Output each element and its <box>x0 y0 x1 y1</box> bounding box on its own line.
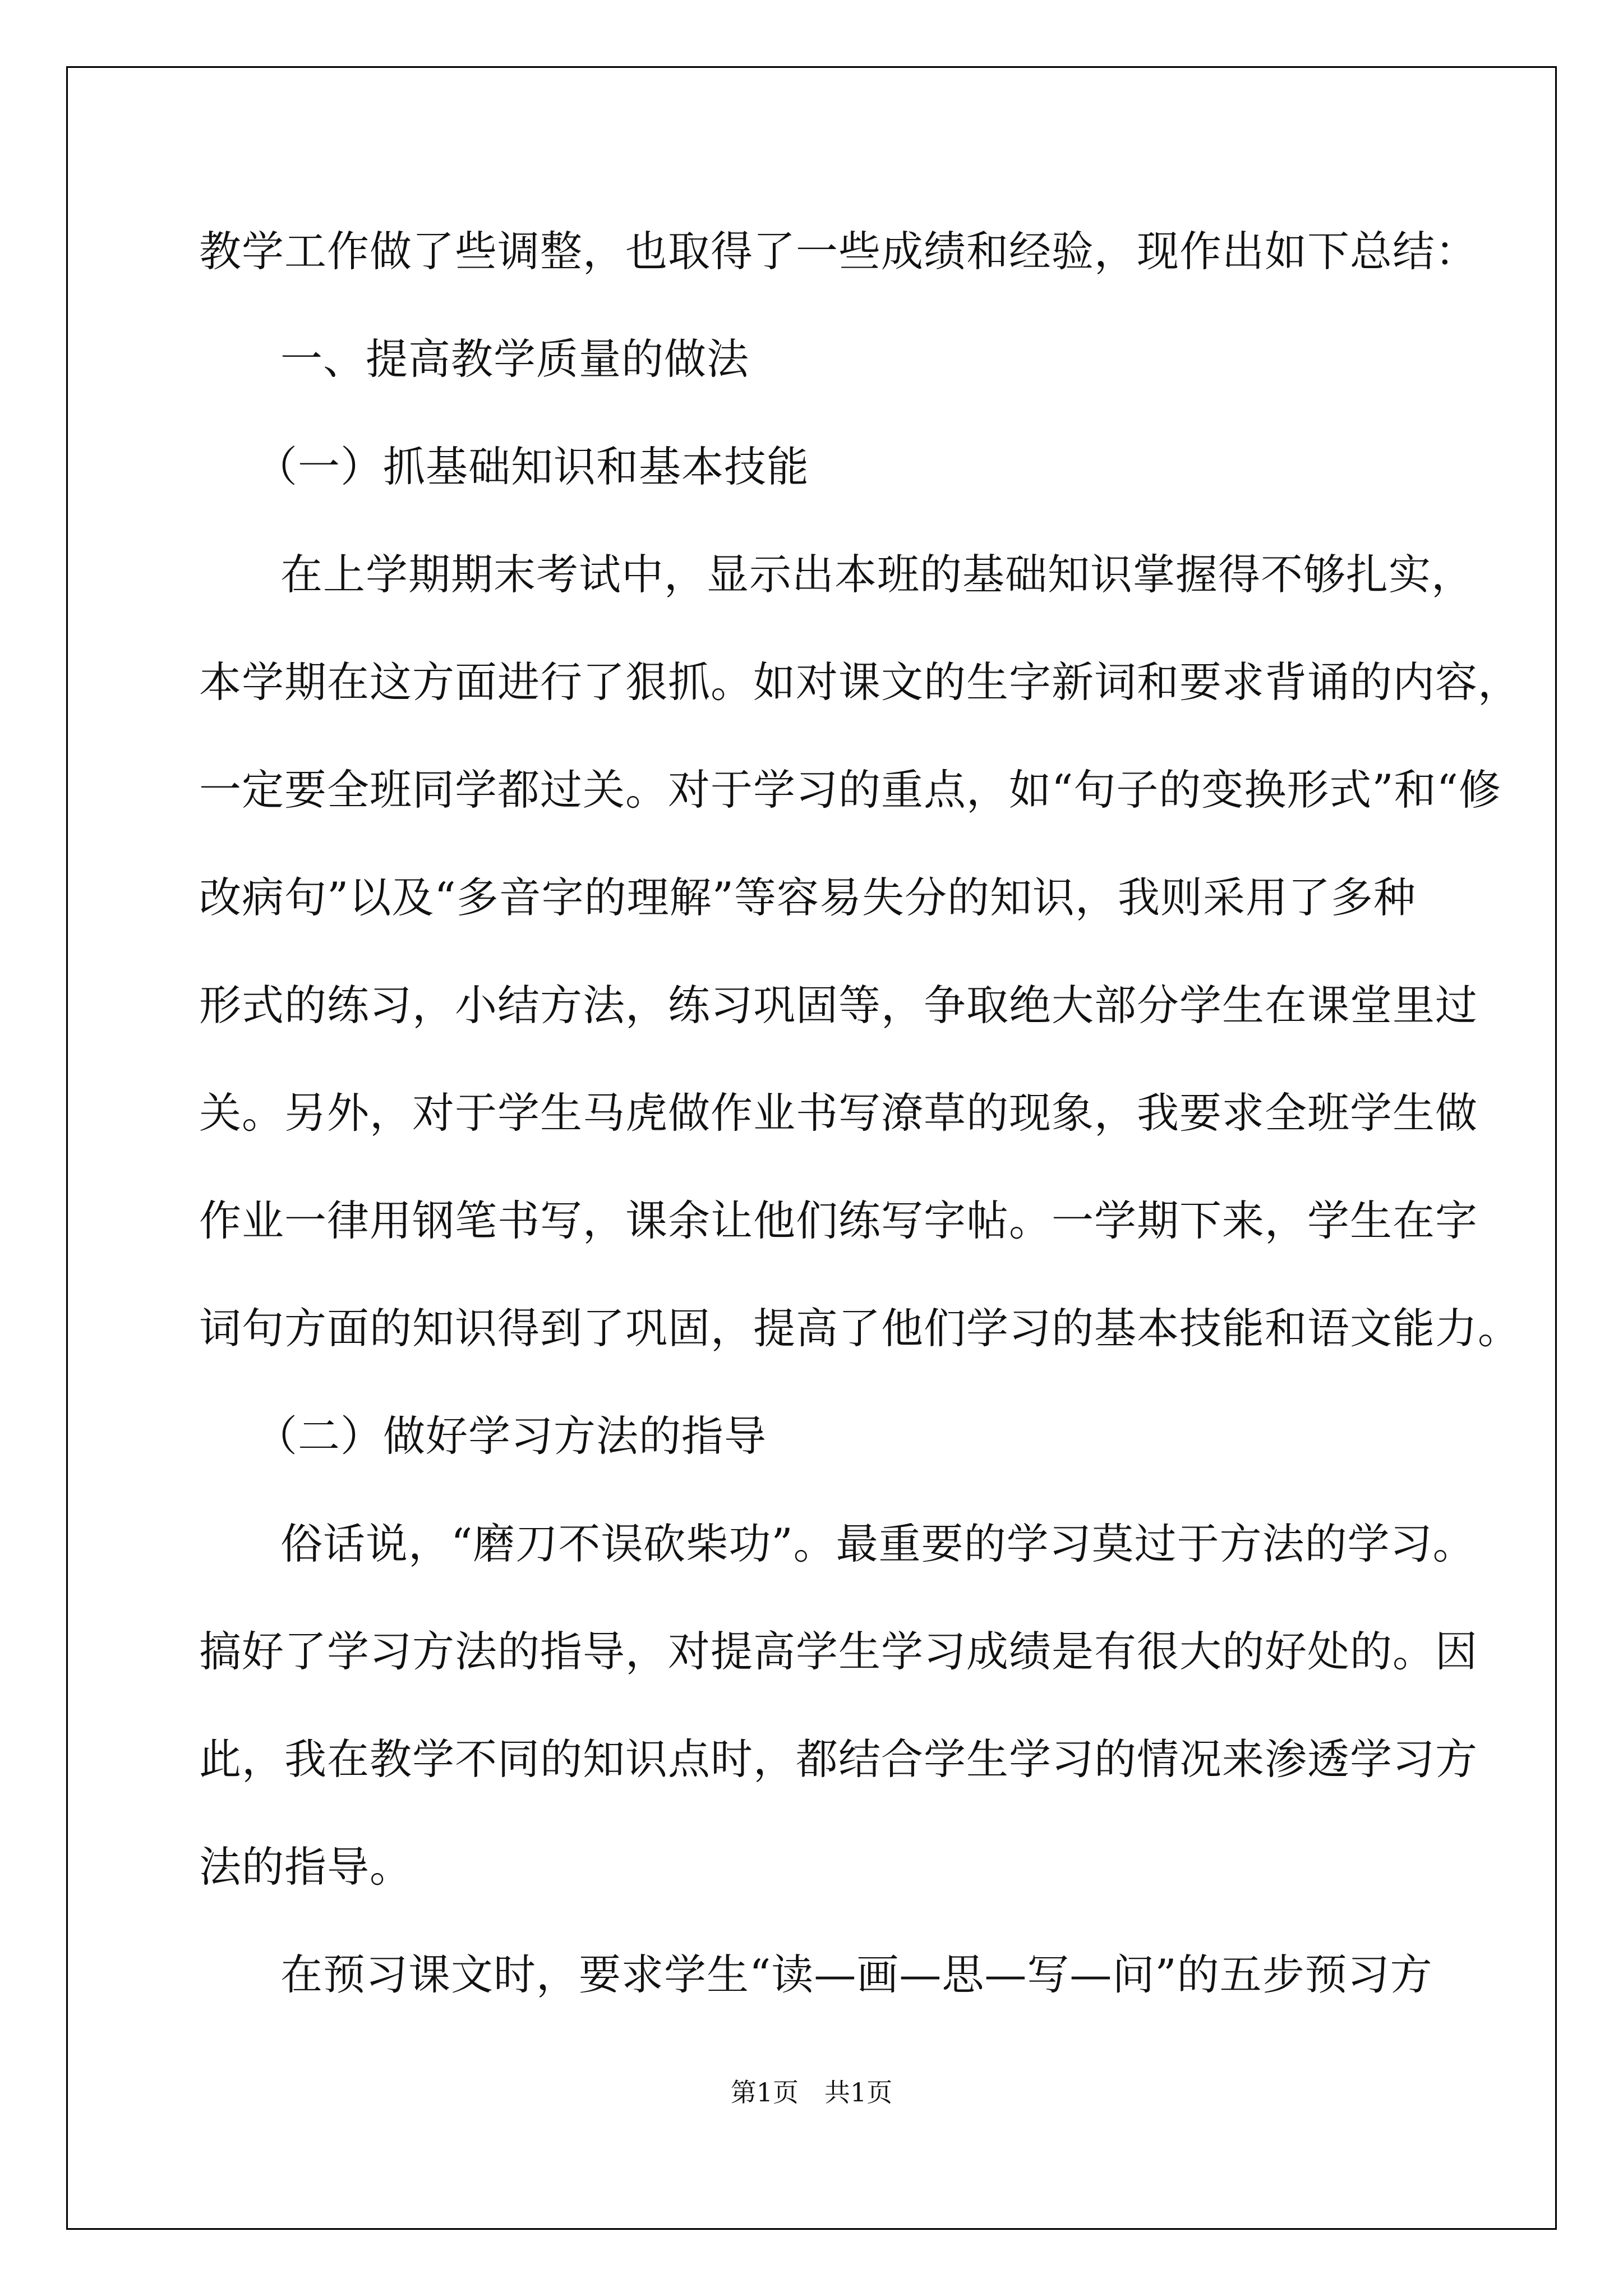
section-heading-1: 一、提高教学质量的做法 <box>280 334 750 384</box>
text-line-6: 形式的练习，小结方法，练习巩固等，争取绝大部分学生在课堂里过 <box>199 981 1478 1030</box>
text-line-8: 作业一律用钢笔书写，课余让他们练写字帖。一学期下来，学生在字 <box>199 1196 1478 1245</box>
text-line-7: 关。另外，对于学生马虎做作业书写潦草的现象，我要求全班学生做 <box>199 1088 1478 1138</box>
subsection-heading-1: （一）抓基础知识和基本技能 <box>255 442 810 491</box>
page-border <box>66 66 1557 2230</box>
text-line-5: 改病句”以及“多音字的理解”等容易失分的知识，我则采用了多种 <box>199 873 1417 922</box>
text-line-12: 此，我在教学不同的知识点时，都结合学生学习的情况来渗透学习方 <box>199 1734 1478 1784</box>
text-line-10: 俗话说，“磨刀不误砍柴功”。最重要的学习莫过于方法的学习。 <box>280 1519 1476 1568</box>
text-line-13: 法的指导。 <box>199 1842 413 1892</box>
page-number-footer: 第1页 共1页 <box>730 2077 893 2108</box>
subsection-heading-2: （二）做好学习方法的指导 <box>255 1411 767 1461</box>
text-line-14: 在预习课文时，要求学生“读—画—思—写—问”的五步预习方 <box>280 1950 1433 1999</box>
text-line-1: 教学工作做了些调整，也取得了一些成绩和经验，现作出如下总结： <box>199 227 1478 276</box>
text-line-2: 在上学期期末考试中，显示出本班的基础知识掌握得不够扎实， <box>280 550 1474 599</box>
text-line-3: 本学期在这方面进行了狠抓。如对课文的生字新词和要求背诵的内容， <box>199 657 1521 707</box>
text-line-11: 搞好了学习方法的指导，对提高学生学习成绩是有很大的好处的。因 <box>199 1627 1478 1676</box>
text-line-4: 一定要全班同学都过关。对于学习的重点，如“句子的变换形式”和“修 <box>199 765 1502 815</box>
text-line-9: 词句方面的知识得到了巩固，提高了他们学习的基本技能和语文能力。 <box>199 1304 1521 1353</box>
